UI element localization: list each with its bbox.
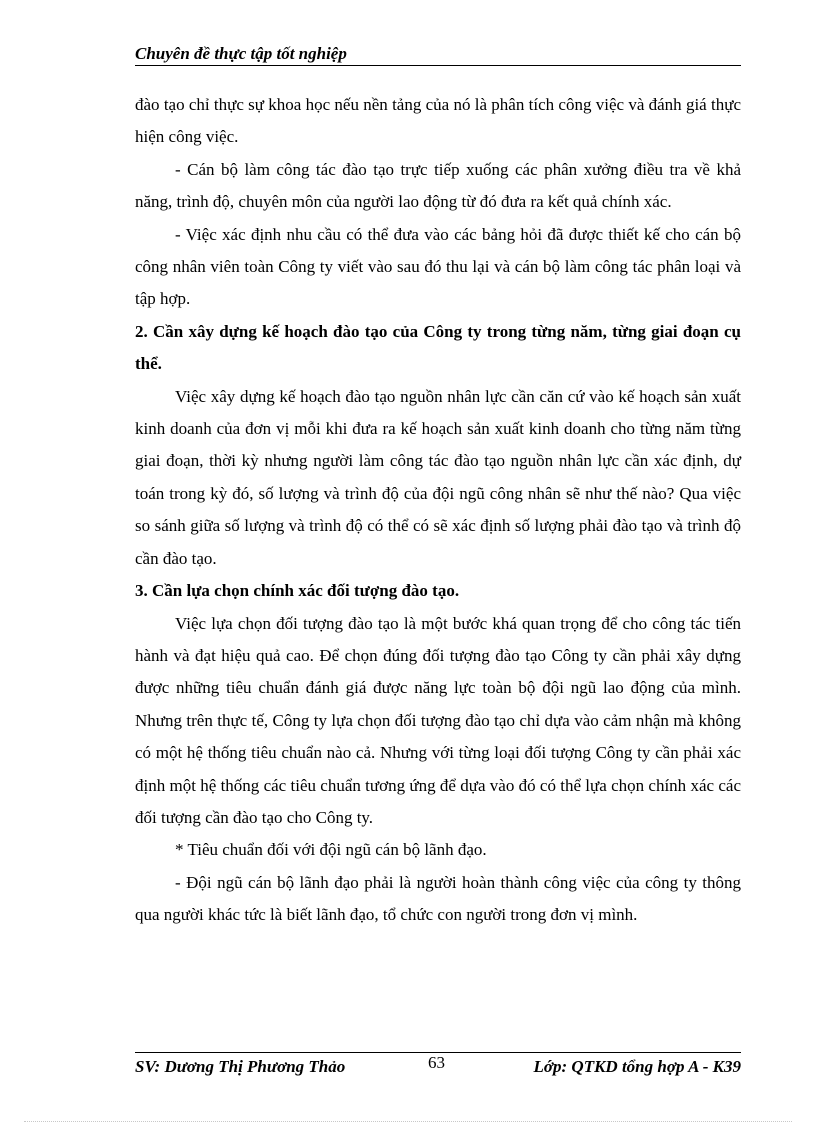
paragraph-leader-criteria: * Tiêu chuẩn đối với đội ngũ cán bộ lãnh đạo. (175, 840, 487, 860)
running-header (135, 44, 741, 66)
section-heading-3: 3. Cần lựa chọn chính xác đối tượng đào tạo. (135, 581, 460, 601)
footer-student: SV: Dương Thị Phương Thảo (135, 1057, 346, 1076)
paragraph-training-plan: Việc xây dựng kế hoạch đào tạo nguồn nhân lực cần căn cứ vào kế hoạch sản xuất kinh doanh của đơn vị mỗi khi đưa ra kế hoạch sản xuất kinh doanh cho từng năm từng giai đoạn, thời kỳ nhưng người làm công tác đào tạo nguồn nhân lực cần xác định, dự toán trong kỳ đó, số lượng và trình độ của đội ngũ công nhân sẽ như thế nào? Qua việc so sánh giữa số lượng và trình độ có thể có sẽ xác định số lượng phải đào tạo và trình độ cần đào tạo. (135, 386, 741, 568)
paragraph-select-trainees: Việc lựa chọn đối tượng đào tạo là một bước khá quan trọng để cho công tác tiến hành và đạt hiệu quả cao. Để chọn đúng đối tượng đào tạo Công ty cần phải xây dựng được những tiêu chuẩn đánh giá được năng lực toàn bộ đội ngũ lao động của mình. Nhưng trên thực tế, Công ty lựa chọn đối tượng đào tạo chỉ dựa vào cảm nhận mà không có một hệ thống tiêu chuẩn nào cả. Nhưng với từng loại đối tượng Công ty cần phải xác định một hệ thống các tiêu chuẩn tương ứng để dựa vào đó có thể lựa chọn chính xác các đối tượng cần đào tạo cho Công ty. (135, 613, 741, 827)
footer-class: Lớp: QTKD tổng hợp A - K39 (533, 1057, 741, 1076)
paragraph-bullet-survey: - Cán bộ làm công tác đào tạo trực tiếp xuống các phân xưởng điều tra về khả năng, trình độ, chuyên môn của người lao động từ đó đưa ra kết quả chính xác. (135, 159, 741, 212)
header-title: Chuyên đề thực tập tốt nghiệp (135, 44, 347, 63)
document-body (135, 89, 741, 932)
page-edge-divider (24, 1121, 792, 1122)
paragraph-leader-bullet: - Đội ngũ cán bộ lãnh đạo phải là người hoàn thành công việc của công ty thông qua người khác tức là biết lãnh đạo, tổ chức con người trong đơn vị mình. (135, 872, 741, 925)
paragraph-continuation: đào tạo chỉ thực sự khoa học nếu nền tảng của nó là phân tích công việc và đánh giá thực hiện công việc. (135, 95, 741, 147)
section-heading-2: 2. Cần xây dựng kế hoạch đào tạo của Công ty trong từng năm, từng giai đoạn cụ thể. (135, 321, 741, 374)
page-number: 63 (428, 1053, 445, 1072)
paragraph-bullet-questionnaire: - Việc xác định nhu cầu có thể đưa vào các bảng hỏi đã được thiết kế cho cán bộ công nhân viên toàn Công ty viết vào sau đó thu lại và cán bộ làm công tác phân loại và tập hợp. (135, 224, 741, 309)
